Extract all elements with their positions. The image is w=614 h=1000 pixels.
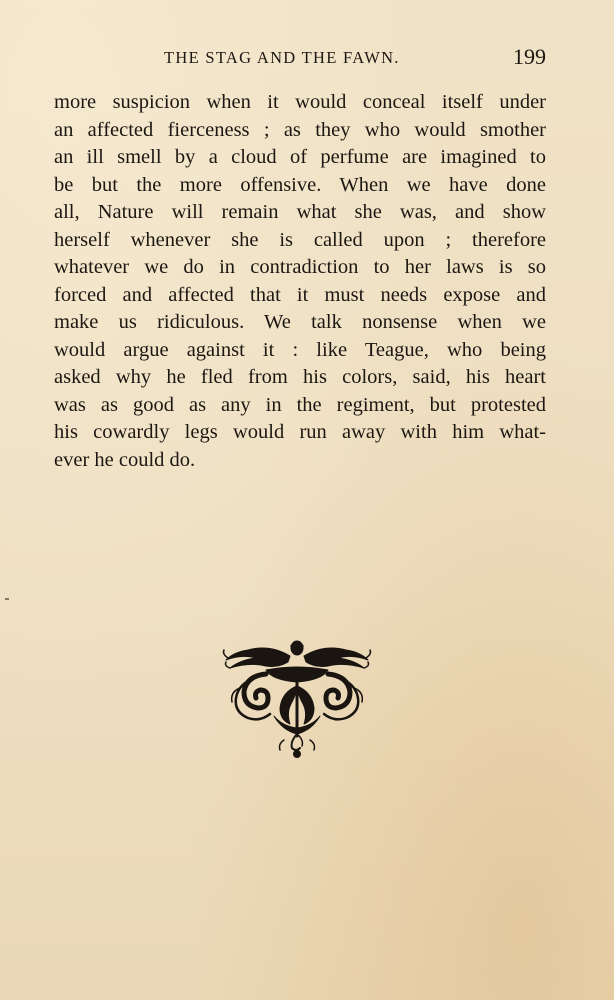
running-title: THE STAG AND THE FAWN. — [164, 48, 400, 67]
floral-tailpiece-icon — [220, 636, 374, 760]
text-line: would argue against it : like Teague, who being — [54, 338, 546, 361]
text-line: herself whenever she is called upon ; therefore — [54, 228, 546, 251]
paper-speck — [5, 598, 9, 600]
text-line: his cowardly legs would run away with him what- — [54, 421, 546, 443]
text-line: was as good as any in the regiment, but protested — [54, 393, 546, 416]
text-line: an ill smell by a cloud of perfume are imagined to — [54, 146, 546, 168]
text-line: ever he could do. — [54, 448, 196, 471]
text-line: whatever we do in contradiction to her laws is so — [54, 256, 546, 278]
text-line: be but the more offensive. When we have done — [54, 173, 546, 196]
text-line: all, Nature will remain what she was, and show — [54, 201, 546, 223]
text-line: more suspicion when it would conceal itself under — [54, 91, 546, 113]
running-header — [164, 44, 546, 74]
text-line: make us ridiculous. We talk nonsense when we — [54, 311, 546, 333]
text-line: forced and affected that it must needs expose and — [54, 283, 546, 306]
body-text — [54, 89, 546, 474]
page-number: 199 — [513, 44, 546, 69]
text-line: asked why he fled from his colors, said, his heart — [54, 366, 546, 388]
text-line: an affected fierceness ; as they who would smother — [54, 118, 546, 141]
